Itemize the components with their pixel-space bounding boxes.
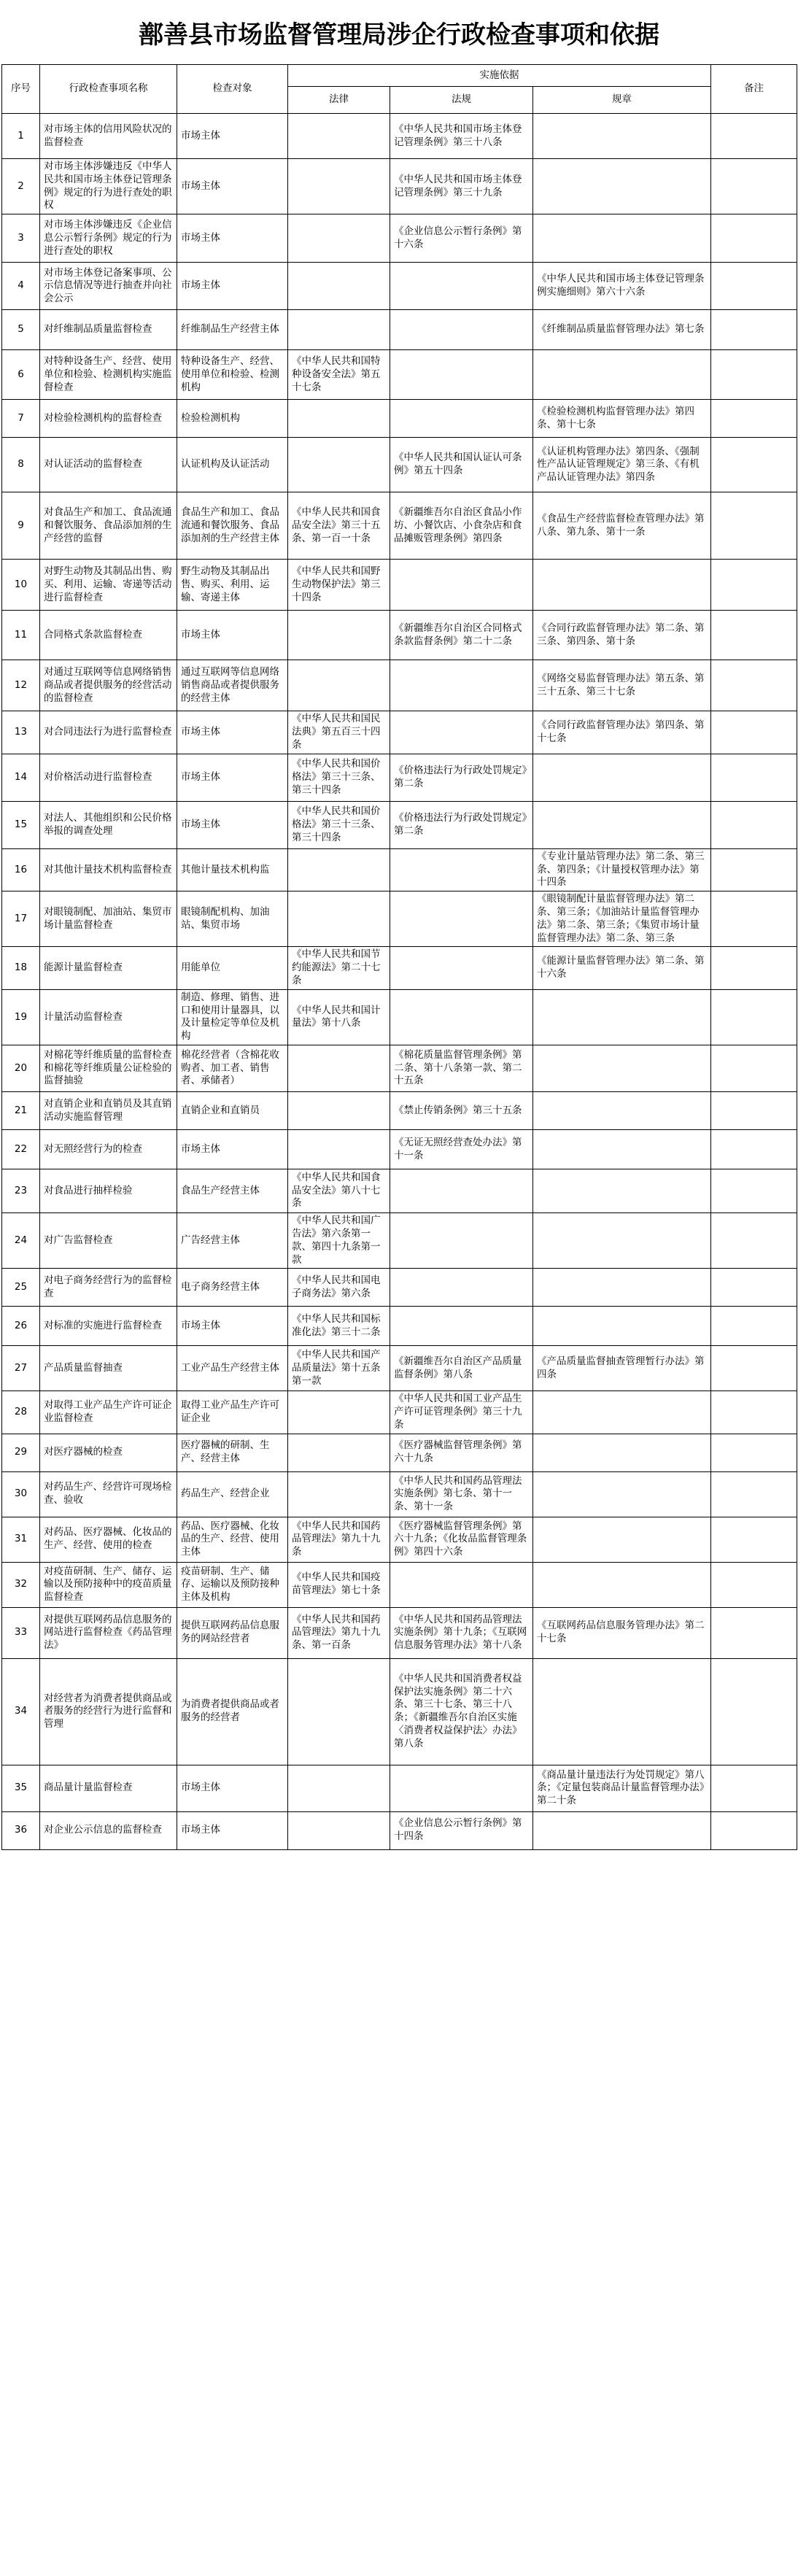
table-row xyxy=(2,350,797,400)
cell-object: 眼镜制配机构、加油站、集贸市场 xyxy=(177,891,288,947)
table-row xyxy=(2,1811,797,1849)
cell-no: 21 xyxy=(2,1092,40,1130)
table-body xyxy=(2,114,797,1850)
cell-law xyxy=(288,1765,390,1811)
cell-no: 6 xyxy=(2,350,40,400)
cell-no: 26 xyxy=(2,1307,40,1346)
cell-regulation xyxy=(390,1765,533,1811)
header-basis: 实施依据 xyxy=(288,65,711,87)
cell-rule xyxy=(533,560,711,611)
cell-object: 市场主体 xyxy=(177,711,288,754)
cell-regulation xyxy=(390,1213,533,1269)
cell-item: 对企业公示信息的监督检查 xyxy=(40,1811,177,1849)
cell-item: 对市场主体的信用风险状况的监督检查 xyxy=(40,114,177,159)
cell-law xyxy=(288,438,390,492)
cell-law xyxy=(288,1045,390,1092)
cell-no: 22 xyxy=(2,1130,40,1169)
cell-law: 《中华人民共和国食品安全法》第三十五条、第一百一十条 xyxy=(288,492,390,560)
cell-law xyxy=(288,1811,390,1849)
cell-regulation xyxy=(390,560,533,611)
cell-law xyxy=(288,114,390,159)
table-row xyxy=(2,1269,797,1307)
cell-rule xyxy=(533,1658,711,1765)
cell-object: 认证机构及认证活动 xyxy=(177,438,288,492)
cell-regulation: 《医疗器械监督管理条例》第六十九条；《化妆品监督管理条例》第四十六条 xyxy=(390,1517,533,1562)
cell-item: 对标准的实施进行监督检查 xyxy=(40,1307,177,1346)
cell-item: 对医疗器械的检查 xyxy=(40,1434,177,1471)
cell-no: 35 xyxy=(2,1765,40,1811)
cell-object: 市场主体 xyxy=(177,1130,288,1169)
cell-rule: 《能源计量监督管理办法》第二条、第十六条 xyxy=(533,947,711,989)
cell-item: 商品量计量监督检查 xyxy=(40,1765,177,1811)
cell-object: 广告经营主体 xyxy=(177,1213,288,1269)
cell-regulation: 《企业信息公示暂行条例》第十四条 xyxy=(390,1811,533,1849)
cell-no: 23 xyxy=(2,1169,40,1213)
cell-regulation xyxy=(390,989,533,1045)
cell-rule: 《商品量计量违法行为处罚规定》第八条；《定量包装商品计量监督管理办法》第二十条 xyxy=(533,1765,711,1811)
table-row xyxy=(2,1391,797,1434)
table-row xyxy=(2,1471,797,1517)
header-remark: 备注 xyxy=(711,65,797,114)
cell-remark xyxy=(711,1092,797,1130)
cell-remark xyxy=(711,310,797,350)
table-row xyxy=(2,711,797,754)
cell-item: 对食品进行抽样检验 xyxy=(40,1169,177,1213)
cell-remark xyxy=(711,1607,797,1658)
cell-rule xyxy=(533,1169,711,1213)
cell-remark xyxy=(711,438,797,492)
cell-rule xyxy=(533,1213,711,1269)
cell-no: 4 xyxy=(2,263,40,310)
cell-item: 对市场主体涉嫌违反《中华人民共和国市场主体登记管理条例》规定的行为进行查处的职权 xyxy=(40,159,177,214)
cell-object: 食品生产和加工、食品流通和餐饮服务、食品添加剂的生产经营主体 xyxy=(177,492,288,560)
table-row xyxy=(2,801,797,848)
table-row xyxy=(2,1213,797,1269)
cell-item: 合同格式条款监督检查 xyxy=(40,611,177,660)
cell-law xyxy=(288,214,390,263)
cell-rule xyxy=(533,114,711,159)
cell-no: 24 xyxy=(2,1213,40,1269)
header-object: 检查对象 xyxy=(177,65,288,114)
cell-rule: 《中华人民共和国市场主体登记管理条例实施细则》第六十六条 xyxy=(533,263,711,310)
cell-remark xyxy=(711,711,797,754)
cell-law: 《中华人民共和国标准化法》第三十二条 xyxy=(288,1307,390,1346)
cell-item: 对价格活动进行监督检查 xyxy=(40,754,177,801)
cell-no: 18 xyxy=(2,947,40,989)
cell-law: 《中华人民共和国民法典》第五百三十四条 xyxy=(288,711,390,754)
cell-object: 为消费者提供商品或者服务的经营者 xyxy=(177,1658,288,1765)
cell-remark xyxy=(711,754,797,801)
cell-regulation: 《医疗器械监督管理条例》第六十九条 xyxy=(390,1434,533,1471)
cell-rule xyxy=(533,1307,711,1346)
cell-remark xyxy=(711,1658,797,1765)
cell-rule: 《产品质量监督抽查管理暂行办法》第四条 xyxy=(533,1346,711,1391)
cell-no: 32 xyxy=(2,1562,40,1607)
table-row xyxy=(2,1169,797,1213)
cell-regulation: 《无证无照经营查处办法》第十一条 xyxy=(390,1130,533,1169)
cell-no: 8 xyxy=(2,438,40,492)
cell-item: 对经营者为消费者提供商品或者服务的经营行为进行监督和管理 xyxy=(40,1658,177,1765)
cell-rule xyxy=(533,1811,711,1849)
cell-regulation: 《中华人民共和国市场主体登记管理条例》第三十九条 xyxy=(390,159,533,214)
cell-no: 17 xyxy=(2,891,40,947)
cell-item: 对无照经营行为的检查 xyxy=(40,1130,177,1169)
cell-no: 10 xyxy=(2,560,40,611)
cell-no: 19 xyxy=(2,989,40,1045)
table-row xyxy=(2,947,797,989)
cell-no: 20 xyxy=(2,1045,40,1092)
cell-regulation: 《新疆维吾尔自治区合同格式条款监督条例》第二十二条 xyxy=(390,611,533,660)
table-row xyxy=(2,1346,797,1391)
cell-rule xyxy=(533,1517,711,1562)
cell-remark xyxy=(711,1434,797,1471)
cell-object: 市场主体 xyxy=(177,1765,288,1811)
cell-item: 对市场主体登记备案事项、公示信息情况等进行抽查并向社会公示 xyxy=(40,263,177,310)
cell-law xyxy=(288,263,390,310)
cell-rule xyxy=(533,1471,711,1517)
table-row xyxy=(2,754,797,801)
cell-regulation: 《中华人民共和国认证认可条例》第五十四条 xyxy=(390,438,533,492)
cell-item: 对其他计量技术机构监督检查 xyxy=(40,848,177,891)
cell-law: 《中华人民共和国节约能源法》第二十七条 xyxy=(288,947,390,989)
table-row xyxy=(2,1092,797,1130)
cell-remark xyxy=(711,114,797,159)
cell-regulation: 《中华人民共和国药品管理法实施条例》第十九条；《互联网信息服务管理办法》第十八条 xyxy=(390,1607,533,1658)
cell-object: 疫苗研制、生产、储存、运输以及预防接种主体及机构 xyxy=(177,1562,288,1607)
cell-law xyxy=(288,1130,390,1169)
header-item: 行政检查事项名称 xyxy=(40,65,177,114)
cell-object: 药品、医疗器械、化妆品的生产、经营、使用主体 xyxy=(177,1517,288,1562)
document-title: 鄯善县市场监督管理局涉企行政检查事项和依据 xyxy=(139,20,659,50)
cell-rule xyxy=(533,1391,711,1434)
cell-object: 用能单位 xyxy=(177,947,288,989)
table-row xyxy=(2,492,797,560)
cell-remark xyxy=(711,848,797,891)
cell-law xyxy=(288,159,390,214)
cell-no: 2 xyxy=(2,159,40,214)
cell-rule xyxy=(533,754,711,801)
cell-rule: 《互联网药品信息服务管理办法》第二十七条 xyxy=(533,1607,711,1658)
cell-law xyxy=(288,1391,390,1434)
cell-item: 对食品生产和加工、食品流通和餐饮服务、食品添加剂的生产经营的监督 xyxy=(40,492,177,560)
cell-item: 对认证活动的监督检查 xyxy=(40,438,177,492)
cell-object: 取得工业产品生产许可证企业 xyxy=(177,1391,288,1434)
cell-regulation: 《价格违法行为行政处罚规定》第二条 xyxy=(390,801,533,848)
header-regulation: 法规 xyxy=(390,87,533,114)
cell-item: 计量活动监督检查 xyxy=(40,989,177,1045)
cell-no: 12 xyxy=(2,660,40,711)
cell-no: 33 xyxy=(2,1607,40,1658)
cell-remark xyxy=(711,1269,797,1307)
cell-law: 《中华人民共和国价格法》第三十三条、第三十四条 xyxy=(288,754,390,801)
table-row xyxy=(2,159,797,214)
table-row xyxy=(2,848,797,891)
cell-remark xyxy=(711,400,797,438)
cell-remark xyxy=(711,1765,797,1811)
cell-no: 30 xyxy=(2,1471,40,1517)
cell-remark xyxy=(711,660,797,711)
table-row xyxy=(2,1434,797,1471)
header-law: 法律 xyxy=(288,87,390,114)
cell-law xyxy=(288,611,390,660)
cell-no: 7 xyxy=(2,400,40,438)
cell-regulation: 《价格违法行为行政处罚规定》第二条 xyxy=(390,754,533,801)
cell-item: 对直销企业和直销员及其直销活动实施监督管理 xyxy=(40,1092,177,1130)
cell-regulation xyxy=(390,1169,533,1213)
cell-object: 检验检测机构 xyxy=(177,400,288,438)
cell-law xyxy=(288,310,390,350)
table-row xyxy=(2,1517,797,1562)
cell-no: 31 xyxy=(2,1517,40,1562)
cell-law: 《中华人民共和国计量法》第十八条 xyxy=(288,989,390,1045)
cell-item: 对取得工业产品生产许可证企业监督检查 xyxy=(40,1391,177,1434)
cell-item: 对提供互联网药品信息服务的网站进行监督检查《药品管理法》 xyxy=(40,1607,177,1658)
cell-regulation: 《棉花质量监督管理条例》第二条、第十八条第一款、第二十五条 xyxy=(390,1045,533,1092)
table-row xyxy=(2,400,797,438)
cell-object: 市场主体 xyxy=(177,1811,288,1849)
cell-law xyxy=(288,1471,390,1517)
table-row xyxy=(2,1307,797,1346)
table-row xyxy=(2,310,797,350)
cell-rule xyxy=(533,214,711,263)
cell-item: 对眼镜制配、加油站、集贸市场计量监督检查 xyxy=(40,891,177,947)
cell-rule: 《食品生产经营监督检查管理办法》第八条、第九条、第十一条 xyxy=(533,492,711,560)
cell-item: 对疫苗研制、生产、储存、运输以及预防接种中的疫苗质量监督检查 xyxy=(40,1562,177,1607)
cell-rule: 《网络交易监督管理办法》第五条、第三十五条、第三十七条 xyxy=(533,660,711,711)
cell-regulation xyxy=(390,1269,533,1307)
table-row xyxy=(2,1562,797,1607)
cell-remark xyxy=(711,1517,797,1562)
cell-remark xyxy=(711,989,797,1045)
table-row xyxy=(2,1045,797,1092)
cell-regulation xyxy=(390,1307,533,1346)
cell-law xyxy=(288,1434,390,1471)
cell-remark xyxy=(711,1391,797,1434)
cell-object: 制造、修理、销售、进口和使用计量器具，以及计量检定等单位及机构 xyxy=(177,989,288,1045)
cell-law xyxy=(288,891,390,947)
cell-regulation xyxy=(390,891,533,947)
cell-rule xyxy=(533,1045,711,1092)
cell-no: 16 xyxy=(2,848,40,891)
cell-object: 市场主体 xyxy=(177,611,288,660)
cell-no: 5 xyxy=(2,310,40,350)
cell-law: 《中华人民共和国疫苗管理法》第七十条 xyxy=(288,1562,390,1607)
cell-no: 34 xyxy=(2,1658,40,1765)
table-row xyxy=(2,1658,797,1765)
table-row xyxy=(2,560,797,611)
table-row xyxy=(2,263,797,310)
cell-item: 对合同违法行为进行监督检查 xyxy=(40,711,177,754)
cell-no: 1 xyxy=(2,114,40,159)
cell-item: 对广告监督检查 xyxy=(40,1213,177,1269)
cell-rule xyxy=(533,350,711,400)
cell-remark xyxy=(711,611,797,660)
cell-regulation xyxy=(390,350,533,400)
cell-remark xyxy=(711,159,797,214)
cell-object: 药品生产、经营企业 xyxy=(177,1471,288,1517)
cell-object: 通过互联网等信息网络销售商品或者提供服务的经营主体 xyxy=(177,660,288,711)
cell-item: 能源计量监督检查 xyxy=(40,947,177,989)
cell-law: 《中华人民共和国药品管理法》第九十九条、第一百条 xyxy=(288,1607,390,1658)
cell-rule xyxy=(533,801,711,848)
cell-remark xyxy=(711,947,797,989)
cell-no: 3 xyxy=(2,214,40,263)
cell-remark xyxy=(711,1169,797,1213)
cell-item: 对药品、医疗器械、化妆品的生产、经营、使用的检查 xyxy=(40,1517,177,1562)
cell-regulation: 《新疆维吾尔自治区食品小作坊、小餐饮店、小食杂店和食品摊贩管理条例》第四条 xyxy=(390,492,533,560)
cell-item: 对市场主体涉嫌违反《企业信息公示暂行条例》规定的行为进行查处的职权 xyxy=(40,214,177,263)
cell-no: 9 xyxy=(2,492,40,560)
cell-remark xyxy=(711,1307,797,1346)
cell-object: 野生动物及其制品出售、购买、利用、运输、寄递主体 xyxy=(177,560,288,611)
cell-law: 《中华人民共和国产品质量法》第十五条第一款 xyxy=(288,1346,390,1391)
cell-no: 25 xyxy=(2,1269,40,1307)
cell-regulation: 《企业信息公示暂行条例》第十六条 xyxy=(390,214,533,263)
cell-law xyxy=(288,1092,390,1130)
cell-rule: 《专业计量站管理办法》第二条、第三条、第四条；《计量授权管理办法》第十四条 xyxy=(533,848,711,891)
table-row xyxy=(2,438,797,492)
cell-item: 对纤维制品质量监督检查 xyxy=(40,310,177,350)
cell-item: 产品质量监督抽查 xyxy=(40,1346,177,1391)
cell-object: 市场主体 xyxy=(177,263,288,310)
cell-law xyxy=(288,400,390,438)
cell-no: 13 xyxy=(2,711,40,754)
cell-no: 29 xyxy=(2,1434,40,1471)
cell-regulation xyxy=(390,400,533,438)
cell-remark xyxy=(711,1811,797,1849)
cell-item: 对电子商务经营行为的监督检查 xyxy=(40,1269,177,1307)
cell-rule xyxy=(533,1434,711,1471)
cell-object: 提供互联网药品信息服务的网站经营者 xyxy=(177,1607,288,1658)
cell-law: 《中华人民共和国特种设备安全法》第五十七条 xyxy=(288,350,390,400)
cell-remark xyxy=(711,1045,797,1092)
cell-item: 对通过互联网等信息网络销售商品或者提供服务的经营活动的监督检查 xyxy=(40,660,177,711)
table-row xyxy=(2,114,797,159)
cell-object: 市场主体 xyxy=(177,801,288,848)
cell-regulation xyxy=(390,310,533,350)
cell-rule xyxy=(533,1092,711,1130)
cell-item: 对药品生产、经营许可现场检查、验收 xyxy=(40,1471,177,1517)
cell-rule xyxy=(533,989,711,1045)
cell-law: 《中华人民共和国价格法》第三十三条、第三十四条 xyxy=(288,801,390,848)
cell-object: 电子商务经营主体 xyxy=(177,1269,288,1307)
cell-item: 对野生动物及其制品出售、购买、利用、运输、寄递等活动进行监督检查 xyxy=(40,560,177,611)
cell-rule: 《认证机构管理办法》第四条、《强制性产品认证管理规定》第三条、《有机产品认证管理办法》第四条 xyxy=(533,438,711,492)
cell-regulation: 《中华人民共和国药品管理法实施条例》第七条、第十一条、第十一条 xyxy=(390,1471,533,1517)
inspection-table xyxy=(1,64,797,1850)
cell-regulation xyxy=(390,1562,533,1607)
cell-law: 《中华人民共和国野生动物保护法》第三十四条 xyxy=(288,560,390,611)
cell-no: 36 xyxy=(2,1811,40,1849)
cell-rule: 《眼镜制配计量监督管理办法》第二条、第三条；《加油站计量监督管理办法》第二条、第三条；《集贸市场计量监督管理办法》第二条、第三条 xyxy=(533,891,711,947)
cell-law: 《中华人民共和国食品安全法》第八十七条 xyxy=(288,1169,390,1213)
table-row xyxy=(2,1607,797,1658)
cell-no: 28 xyxy=(2,1391,40,1434)
header-rule: 规章 xyxy=(533,87,711,114)
cell-remark xyxy=(711,214,797,263)
cell-object: 特种设备生产、经营、使用单位和检验、检测机构 xyxy=(177,350,288,400)
table-row xyxy=(2,989,797,1045)
header-no: 序号 xyxy=(2,65,40,114)
cell-regulation: 《中华人民共和国工业产品生产许可证管理条例》第三十九条 xyxy=(390,1391,533,1434)
cell-remark xyxy=(711,560,797,611)
cell-item: 对棉花等纤维质量的监督检查和棉花等纤维质量公证检验的监督抽验 xyxy=(40,1045,177,1092)
cell-remark xyxy=(711,801,797,848)
cell-regulation xyxy=(390,711,533,754)
cell-remark xyxy=(711,1471,797,1517)
cell-remark xyxy=(711,492,797,560)
table-row xyxy=(2,891,797,947)
cell-item: 对法人、其他组织和公民价格举报的调查处理 xyxy=(40,801,177,848)
cell-object: 医疗器械的研制、生产、经营主体 xyxy=(177,1434,288,1471)
cell-law xyxy=(288,660,390,711)
cell-no: 11 xyxy=(2,611,40,660)
cell-remark xyxy=(711,1346,797,1391)
cell-rule xyxy=(533,159,711,214)
cell-regulation xyxy=(390,947,533,989)
table-row xyxy=(2,611,797,660)
cell-object: 市场主体 xyxy=(177,754,288,801)
table-row xyxy=(2,1130,797,1169)
cell-object: 市场主体 xyxy=(177,214,288,263)
cell-object: 其他计量技术机构监 xyxy=(177,848,288,891)
cell-regulation: 《中华人民共和国消费者权益保护法实施条例》第二十六条、第三十七条、第三十八条；《新疆维吾尔自治区实施〈消费者权益保护法〉办法》第八条 xyxy=(390,1658,533,1765)
cell-no: 27 xyxy=(2,1346,40,1391)
cell-rule xyxy=(533,1562,711,1607)
cell-object: 市场主体 xyxy=(177,159,288,214)
cell-rule: 《合同行政监督管理办法》第二条、第三条、第四条、第十条 xyxy=(533,611,711,660)
cell-regulation: 《禁止传销条例》第三十五条 xyxy=(390,1092,533,1130)
cell-rule xyxy=(533,1269,711,1307)
cell-rule xyxy=(533,1130,711,1169)
cell-remark xyxy=(711,350,797,400)
cell-regulation: 《新疆维吾尔自治区产品质量监督条例》第八条 xyxy=(390,1346,533,1391)
cell-regulation: 《中华人民共和国市场主体登记管理条例》第三十八条 xyxy=(390,114,533,159)
cell-law xyxy=(288,1658,390,1765)
cell-regulation xyxy=(390,660,533,711)
cell-law: 《中华人民共和国电子商务法》第六条 xyxy=(288,1269,390,1307)
cell-item: 对特种设备生产、经营、使用单位和检验、检测机构实施监督检查 xyxy=(40,350,177,400)
cell-object: 市场主体 xyxy=(177,114,288,159)
cell-no: 15 xyxy=(2,801,40,848)
cell-remark xyxy=(711,263,797,310)
cell-no: 14 xyxy=(2,754,40,801)
cell-remark xyxy=(711,1213,797,1269)
cell-object: 棉花经营者（含棉花收购者、加工者、销售者、承储者） xyxy=(177,1045,288,1092)
cell-object: 食品生产经营主体 xyxy=(177,1169,288,1213)
cell-law: 《中华人民共和国广告法》第六条第一款、第四十九条第一款 xyxy=(288,1213,390,1269)
cell-rule: 《纤维制品质量监督管理办法》第七条 xyxy=(533,310,711,350)
cell-remark xyxy=(711,1130,797,1169)
cell-regulation xyxy=(390,263,533,310)
cell-law xyxy=(288,848,390,891)
cell-object: 市场主体 xyxy=(177,1307,288,1346)
cell-item: 对检验检测机构的监督检查 xyxy=(40,400,177,438)
cell-object: 直销企业和直销员 xyxy=(177,1092,288,1130)
table-row xyxy=(2,214,797,263)
table-row xyxy=(2,1765,797,1811)
cell-rule: 《检验检测机构监督管理办法》第四条、第十七条 xyxy=(533,400,711,438)
cell-remark xyxy=(711,891,797,947)
cell-regulation xyxy=(390,848,533,891)
table-row xyxy=(2,660,797,711)
cell-law: 《中华人民共和国药品管理法》第九十九条 xyxy=(288,1517,390,1562)
cell-remark xyxy=(711,1562,797,1607)
cell-object: 工业产品生产经营主体 xyxy=(177,1346,288,1391)
cell-object: 纤维制品生产经营主体 xyxy=(177,310,288,350)
cell-rule: 《合同行政监督管理办法》第四条、第十七条 xyxy=(533,711,711,754)
